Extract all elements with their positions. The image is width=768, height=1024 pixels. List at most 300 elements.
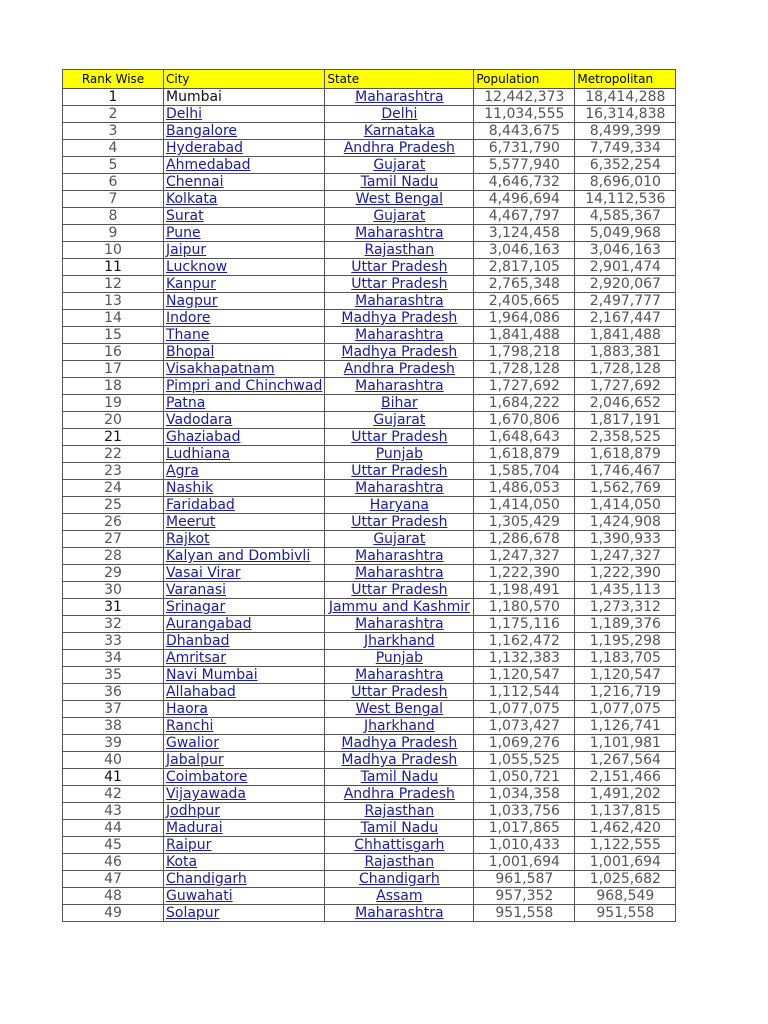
rank-cell: 13 — [63, 293, 164, 310]
table-row — [63, 667, 676, 684]
table-row — [63, 752, 676, 769]
table-row — [63, 89, 676, 106]
city-link[interactable]: Hyderabad — [164, 140, 325, 157]
metropolitan-cell: 1,424,908 — [575, 514, 676, 531]
table-row — [63, 140, 676, 157]
population-cell: 1,033,756 — [474, 803, 575, 820]
table-row — [63, 276, 676, 293]
population-cell: 4,646,732 — [474, 174, 575, 191]
table-row — [63, 548, 676, 565]
city-link[interactable]: Vijayawada — [164, 786, 325, 803]
city-link[interactable]: Srinagar — [164, 599, 325, 616]
metropolitan-cell: 1,120,547 — [575, 667, 676, 684]
state-link[interactable]: Maharashtra — [325, 905, 474, 922]
header-state: State — [325, 70, 474, 89]
table-row — [63, 123, 676, 140]
metropolitan-cell: 5,049,968 — [575, 225, 676, 242]
table-row — [63, 786, 676, 803]
rank-cell: 9 — [63, 225, 164, 242]
city-link[interactable]: Jaipur — [164, 242, 325, 259]
state-link[interactable]: Jharkhand — [325, 718, 474, 735]
population-cell: 961,587 — [474, 871, 575, 888]
metropolitan-cell: 968,549 — [575, 888, 676, 905]
state-link[interactable]: Rajasthan — [325, 803, 474, 820]
population-cell: 1,486,053 — [474, 480, 575, 497]
metropolitan-cell: 1,414,050 — [575, 497, 676, 514]
table-row — [63, 599, 676, 616]
city-population-table — [62, 69, 676, 922]
rank-cell: 30 — [63, 582, 164, 599]
city-link[interactable]: Bhopal — [164, 344, 325, 361]
city-link[interactable]: Navi Mumbai — [164, 667, 325, 684]
metropolitan-cell: 1,562,769 — [575, 480, 676, 497]
rank-cell: 38 — [63, 718, 164, 735]
state-link[interactable]: Maharashtra — [325, 548, 474, 565]
metropolitan-cell: 8,499,399 — [575, 123, 676, 140]
rank-cell: 24 — [63, 480, 164, 497]
city-link[interactable]: Jodhpur — [164, 803, 325, 820]
city-link[interactable]: Allahabad — [164, 684, 325, 701]
state-link[interactable]: Madhya Pradesh — [325, 752, 474, 769]
city-link[interactable]: Surat — [164, 208, 325, 225]
table-row — [63, 565, 676, 582]
city-link[interactable]: Indore — [164, 310, 325, 327]
city-link[interactable]: Aurangabad — [164, 616, 325, 633]
rank-cell: 14 — [63, 310, 164, 327]
metropolitan-cell: 1,273,312 — [575, 599, 676, 616]
header-row — [63, 70, 676, 89]
state-link[interactable]: Maharashtra — [325, 225, 474, 242]
state-link[interactable]: Uttar Pradesh — [325, 684, 474, 701]
city-link[interactable]: Delhi — [164, 106, 325, 123]
table-row — [63, 854, 676, 871]
population-cell: 1,120,547 — [474, 667, 575, 684]
metropolitan-cell: 1,247,327 — [575, 548, 676, 565]
rank-cell: 43 — [63, 803, 164, 820]
metropolitan-cell: 1,183,705 — [575, 650, 676, 667]
population-cell: 1,010,433 — [474, 837, 575, 854]
population-cell: 1,175,116 — [474, 616, 575, 633]
city-link[interactable]: Visakhapatnam — [164, 361, 325, 378]
table-row — [63, 327, 676, 344]
table-row — [63, 174, 676, 191]
metropolitan-cell: 2,358,525 — [575, 429, 676, 446]
rank-cell: 5 — [63, 157, 164, 174]
population-cell: 1,305,429 — [474, 514, 575, 531]
rank-cell: 18 — [63, 378, 164, 395]
city-link[interactable]: Chennai — [164, 174, 325, 191]
state-link[interactable]: Uttar Pradesh — [325, 259, 474, 276]
metropolitan-cell: 18,414,288 — [575, 89, 676, 106]
state-link[interactable]: Chhattisgarh — [325, 837, 474, 854]
table-row — [63, 293, 676, 310]
rank-cell: 45 — [63, 837, 164, 854]
rank-cell: 44 — [63, 820, 164, 837]
city-link[interactable]: Solapur — [164, 905, 325, 922]
metropolitan-cell: 1,390,933 — [575, 531, 676, 548]
population-cell: 1,618,879 — [474, 446, 575, 463]
city-link[interactable]: Ahmedabad — [164, 157, 325, 174]
population-cell: 1,050,721 — [474, 769, 575, 786]
rank-cell: 2 — [63, 106, 164, 123]
rank-cell: 10 — [63, 242, 164, 259]
rank-cell: 48 — [63, 888, 164, 905]
table-row — [63, 888, 676, 905]
metropolitan-cell: 1,267,564 — [575, 752, 676, 769]
table-row — [63, 463, 676, 480]
state-link[interactable]: Chandigarh — [325, 871, 474, 888]
metropolitan-cell: 1,122,555 — [575, 837, 676, 854]
population-cell: 1,841,488 — [474, 327, 575, 344]
rank-cell: 19 — [63, 395, 164, 412]
state-link[interactable]: Gujarat — [325, 412, 474, 429]
rank-cell: 27 — [63, 531, 164, 548]
metropolitan-cell: 1,728,128 — [575, 361, 676, 378]
metropolitan-cell: 1,216,719 — [575, 684, 676, 701]
table-row — [63, 582, 676, 599]
population-cell: 1,198,491 — [474, 582, 575, 599]
state-link[interactable]: Assam — [325, 888, 474, 905]
population-cell: 1,247,327 — [474, 548, 575, 565]
population-cell: 1,069,276 — [474, 735, 575, 752]
metropolitan-cell: 1,462,420 — [575, 820, 676, 837]
table-row — [63, 191, 676, 208]
metropolitan-cell: 1,222,390 — [575, 565, 676, 582]
metropolitan-cell: 1,025,682 — [575, 871, 676, 888]
rank-cell: 31 — [63, 599, 164, 616]
city-link[interactable]: Kalyan and Dombivli — [164, 548, 325, 565]
state-link[interactable]: Madhya Pradesh — [325, 344, 474, 361]
metropolitan-cell: 1,841,488 — [575, 327, 676, 344]
state-link[interactable]: Gujarat — [325, 531, 474, 548]
metropolitan-cell: 2,046,652 — [575, 395, 676, 412]
city-link[interactable]: Chandigarh — [164, 871, 325, 888]
metropolitan-cell: 1,817,191 — [575, 412, 676, 429]
rank-cell: 17 — [63, 361, 164, 378]
rank-cell: 49 — [63, 905, 164, 922]
metropolitan-cell: 1,137,815 — [575, 803, 676, 820]
rank-cell: 39 — [63, 735, 164, 752]
rank-cell: 22 — [63, 446, 164, 463]
metropolitan-cell: 4,585,367 — [575, 208, 676, 225]
city-link[interactable]: Madurai — [164, 820, 325, 837]
header-city: City — [164, 70, 325, 89]
city-link[interactable]: Nashik — [164, 480, 325, 497]
city-link[interactable]: Ghaziabad — [164, 429, 325, 446]
metropolitan-cell: 6,352,254 — [575, 157, 676, 174]
state-link[interactable]: Maharashtra — [325, 378, 474, 395]
state-link[interactable]: Maharashtra — [325, 480, 474, 497]
city-link[interactable]: Bangalore — [164, 123, 325, 140]
table-row — [63, 480, 676, 497]
table-row — [63, 378, 676, 395]
rank-cell: 46 — [63, 854, 164, 871]
city-link[interactable]: Vadodara — [164, 412, 325, 429]
header-population: Population — [474, 70, 575, 89]
metropolitan-cell: 16,314,838 — [575, 106, 676, 123]
state-link[interactable]: Punjab — [325, 446, 474, 463]
population-cell: 2,405,665 — [474, 293, 575, 310]
table-row — [63, 735, 676, 752]
population-cell: 1,222,390 — [474, 565, 575, 582]
city-link[interactable]: Kanpur — [164, 276, 325, 293]
rank-cell: 37 — [63, 701, 164, 718]
rank-cell: 29 — [63, 565, 164, 582]
state-link[interactable]: West Bengal — [325, 191, 474, 208]
population-cell: 1,670,806 — [474, 412, 575, 429]
metropolitan-cell: 951,558 — [575, 905, 676, 922]
rank-cell: 16 — [63, 344, 164, 361]
table-row — [63, 718, 676, 735]
table-row — [63, 395, 676, 412]
city-link[interactable]: Jabalpur — [164, 752, 325, 769]
population-cell: 1,727,692 — [474, 378, 575, 395]
population-cell: 1,286,678 — [474, 531, 575, 548]
rank-cell: 34 — [63, 650, 164, 667]
table-row — [63, 259, 676, 276]
metropolitan-cell: 1,126,741 — [575, 718, 676, 735]
rank-cell: 20 — [63, 412, 164, 429]
table-row — [63, 310, 676, 327]
state-link[interactable]: Rajasthan — [325, 854, 474, 871]
metropolitan-cell: 2,920,067 — [575, 276, 676, 293]
rank-cell: 23 — [63, 463, 164, 480]
population-cell: 2,765,348 — [474, 276, 575, 293]
table-row — [63, 106, 676, 123]
state-link[interactable]: Andhra Pradesh — [325, 361, 474, 378]
metropolitan-cell: 1,195,298 — [575, 633, 676, 650]
city-link[interactable]: Kolkata — [164, 191, 325, 208]
population-cell: 951,558 — [474, 905, 575, 922]
state-link[interactable]: Andhra Pradesh — [325, 786, 474, 803]
state-link[interactable]: Bihar — [325, 395, 474, 412]
state-link[interactable]: Gujarat — [325, 157, 474, 174]
city-link[interactable]: Ludhiana — [164, 446, 325, 463]
population-cell: 12,442,373 — [474, 89, 575, 106]
city-link[interactable]: Raipur — [164, 837, 325, 854]
state-link[interactable]: Uttar Pradesh — [325, 514, 474, 531]
city-link[interactable]: Lucknow — [164, 259, 325, 276]
metropolitan-cell: 2,167,447 — [575, 310, 676, 327]
population-cell: 1,132,383 — [474, 650, 575, 667]
city-link[interactable]: Amritsar — [164, 650, 325, 667]
rank-cell: 47 — [63, 871, 164, 888]
city-link[interactable]: Rajkot — [164, 531, 325, 548]
table-row — [63, 769, 676, 786]
table-row — [63, 361, 676, 378]
rank-cell: 6 — [63, 174, 164, 191]
table-row — [63, 684, 676, 701]
metropolitan-cell: 1,001,694 — [575, 854, 676, 871]
city-link[interactable]: Thane — [164, 327, 325, 344]
state-link[interactable]: Delhi — [325, 106, 474, 123]
table-row — [63, 242, 676, 259]
table-row — [63, 157, 676, 174]
metropolitan-cell: 2,901,474 — [575, 259, 676, 276]
population-cell: 8,443,675 — [474, 123, 575, 140]
rank-cell: 15 — [63, 327, 164, 344]
city-link[interactable]: Faridabad — [164, 497, 325, 514]
city-link[interactable]: Patna — [164, 395, 325, 412]
city-link[interactable]: Agra — [164, 463, 325, 480]
rank-cell: 4 — [63, 140, 164, 157]
rank-cell: 41 — [63, 769, 164, 786]
state-link[interactable]: Uttar Pradesh — [325, 463, 474, 480]
state-link[interactable]: Tamil Nadu — [325, 820, 474, 837]
metropolitan-cell: 14,112,536 — [575, 191, 676, 208]
state-link[interactable]: Maharashtra — [325, 667, 474, 684]
state-link[interactable]: Uttar Pradesh — [325, 276, 474, 293]
table-row — [63, 446, 676, 463]
state-link[interactable]: Madhya Pradesh — [325, 735, 474, 752]
state-link[interactable]: Rajasthan — [325, 242, 474, 259]
population-cell: 1,585,704 — [474, 463, 575, 480]
rank-cell: 32 — [63, 616, 164, 633]
city-link[interactable]: Meerut — [164, 514, 325, 531]
city-link[interactable]: Dhanbad — [164, 633, 325, 650]
table-row — [63, 429, 676, 446]
state-link[interactable]: Maharashtra — [325, 89, 474, 106]
city-link[interactable]: Coimbatore — [164, 769, 325, 786]
population-cell: 1,180,570 — [474, 599, 575, 616]
city-link[interactable]: Pune — [164, 225, 325, 242]
rank-cell: 25 — [63, 497, 164, 514]
table-row — [63, 871, 676, 888]
table-row — [63, 514, 676, 531]
city-link: Mumbai — [164, 89, 325, 106]
population-cell: 1,414,050 — [474, 497, 575, 514]
state-link[interactable]: Punjab — [325, 650, 474, 667]
metropolitan-cell: 2,151,466 — [575, 769, 676, 786]
population-cell: 1,798,218 — [474, 344, 575, 361]
population-cell: 1,728,128 — [474, 361, 575, 378]
table-row — [63, 905, 676, 922]
rank-cell: 21 — [63, 429, 164, 446]
header-rank: Rank Wise — [63, 70, 164, 89]
table-row — [63, 820, 676, 837]
table-row — [63, 208, 676, 225]
metropolitan-cell: 7,749,334 — [575, 140, 676, 157]
rank-cell: 40 — [63, 752, 164, 769]
rank-cell: 35 — [63, 667, 164, 684]
population-cell: 3,046,163 — [474, 242, 575, 259]
table-row — [63, 803, 676, 820]
state-link[interactable]: Maharashtra — [325, 293, 474, 310]
population-cell: 3,124,458 — [474, 225, 575, 242]
rank-cell: 11 — [63, 259, 164, 276]
state-link[interactable]: Tamil Nadu — [325, 174, 474, 191]
state-link[interactable]: Jammu and Kashmir — [325, 599, 474, 616]
table-row — [63, 633, 676, 650]
city-link[interactable]: Gwalior — [164, 735, 325, 752]
rank-cell: 1 — [63, 89, 164, 106]
state-link[interactable]: Uttar Pradesh — [325, 429, 474, 446]
rank-cell: 33 — [63, 633, 164, 650]
population-cell: 1,017,865 — [474, 820, 575, 837]
table-row — [63, 225, 676, 242]
metropolitan-cell: 1,746,467 — [575, 463, 676, 480]
population-cell: 5,577,940 — [474, 157, 575, 174]
population-cell: 1,001,694 — [474, 854, 575, 871]
population-cell: 1,684,222 — [474, 395, 575, 412]
state-link[interactable]: Madhya Pradesh — [325, 310, 474, 327]
population-cell: 1,964,086 — [474, 310, 575, 327]
state-link[interactable]: Maharashtra — [325, 616, 474, 633]
metropolitan-cell: 1,101,981 — [575, 735, 676, 752]
population-cell: 6,731,790 — [474, 140, 575, 157]
population-cell: 1,077,075 — [474, 701, 575, 718]
rank-cell: 3 — [63, 123, 164, 140]
table-row — [63, 412, 676, 429]
population-cell: 2,817,105 — [474, 259, 575, 276]
metropolitan-cell: 1,189,376 — [575, 616, 676, 633]
state-link[interactable]: Maharashtra — [325, 327, 474, 344]
population-cell: 957,352 — [474, 888, 575, 905]
header-metropolitan: Metropolitan — [575, 70, 676, 89]
metropolitan-cell: 2,497,777 — [575, 293, 676, 310]
city-link[interactable]: Vasai Virar — [164, 565, 325, 582]
city-link[interactable]: Ranchi — [164, 718, 325, 735]
state-link[interactable]: Jharkhand — [325, 633, 474, 650]
metropolitan-cell: 1,077,075 — [575, 701, 676, 718]
table-row — [63, 650, 676, 667]
rank-cell: 28 — [63, 548, 164, 565]
rank-cell: 36 — [63, 684, 164, 701]
state-link[interactable]: Gujarat — [325, 208, 474, 225]
state-link[interactable]: Maharashtra — [325, 565, 474, 582]
state-link[interactable]: Karnataka — [325, 123, 474, 140]
city-link[interactable]: Pimpri and Chinchwad — [164, 378, 325, 395]
rank-cell: 42 — [63, 786, 164, 803]
metropolitan-cell: 1,883,381 — [575, 344, 676, 361]
population-cell: 1,112,544 — [474, 684, 575, 701]
population-cell: 4,467,797 — [474, 208, 575, 225]
metropolitan-cell: 3,046,163 — [575, 242, 676, 259]
metropolitan-cell: 8,696,010 — [575, 174, 676, 191]
table-row — [63, 497, 676, 514]
rank-cell: 26 — [63, 514, 164, 531]
metropolitan-cell: 1,435,113 — [575, 582, 676, 599]
rank-cell: 8 — [63, 208, 164, 225]
metropolitan-cell: 1,727,692 — [575, 378, 676, 395]
table-row — [63, 344, 676, 361]
population-cell: 1,162,472 — [474, 633, 575, 650]
metropolitan-cell: 1,491,202 — [575, 786, 676, 803]
state-link[interactable]: Uttar Pradesh — [325, 582, 474, 599]
state-link[interactable]: West Bengal — [325, 701, 474, 718]
rank-cell: 7 — [63, 191, 164, 208]
city-link[interactable]: Nagpur — [164, 293, 325, 310]
city-link[interactable]: Varanasi — [164, 582, 325, 599]
metropolitan-cell: 1,618,879 — [575, 446, 676, 463]
table-row — [63, 837, 676, 854]
table-row — [63, 616, 676, 633]
population-cell: 1,055,525 — [474, 752, 575, 769]
state-link[interactable]: Tamil Nadu — [325, 769, 474, 786]
state-link[interactable]: Andhra Pradesh — [325, 140, 474, 157]
state-link[interactable]: Haryana — [325, 497, 474, 514]
population-cell: 1,648,643 — [474, 429, 575, 446]
population-cell: 1,073,427 — [474, 718, 575, 735]
city-link[interactable]: Guwahati — [164, 888, 325, 905]
city-link[interactable]: Haora — [164, 701, 325, 718]
population-cell: 1,034,358 — [474, 786, 575, 803]
table-row — [63, 531, 676, 548]
city-link[interactable]: Kota — [164, 854, 325, 871]
rank-cell: 12 — [63, 276, 164, 293]
population-cell: 4,496,694 — [474, 191, 575, 208]
table-row — [63, 701, 676, 718]
